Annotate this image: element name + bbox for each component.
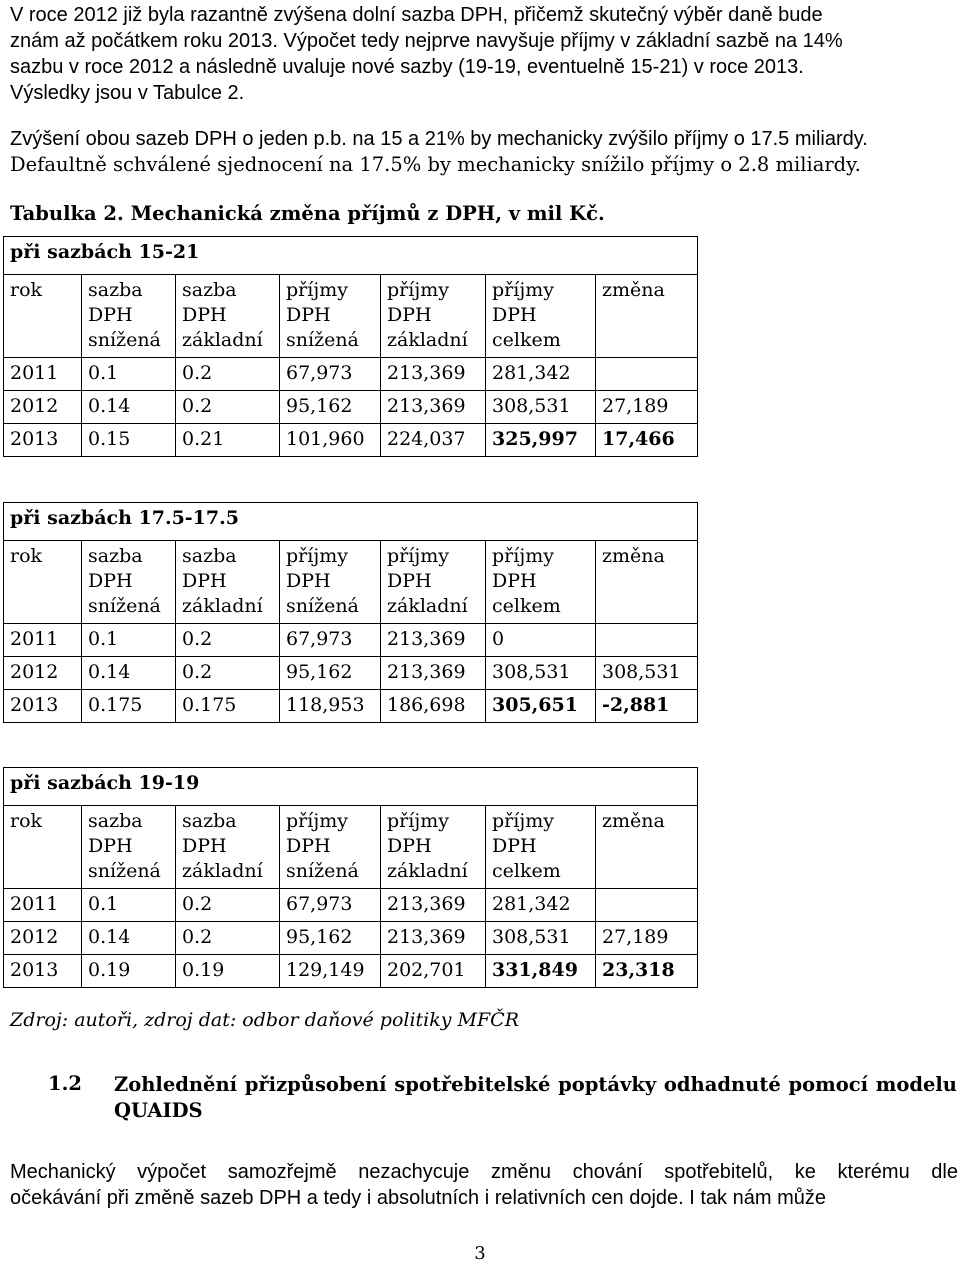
header-rok: rok xyxy=(4,541,82,624)
summary-paragraph xyxy=(10,126,958,178)
page-number: 3 xyxy=(474,1243,486,1264)
cell-sazba-zakladni: 0.2 xyxy=(176,889,280,922)
cell-rok: 2013 xyxy=(4,424,82,457)
cell-zmena: 23,318 xyxy=(596,955,698,988)
cell-zmena xyxy=(596,358,698,391)
header-prijmy-zakladni: příjmy DPH základní xyxy=(381,541,486,624)
section-title: při sazbách 19-19 xyxy=(4,768,698,806)
cell-prijmy-snizena: 101,960 xyxy=(280,424,381,457)
section-heading-number: 1.2 xyxy=(48,1072,82,1095)
source-note: Zdroj: autoři, zdroj dat: odbor daňové politiky MFČR xyxy=(10,1009,520,1031)
table-row xyxy=(4,889,698,922)
cell-prijmy-snizena: 67,973 xyxy=(280,358,381,391)
cell-rok: 2011 xyxy=(4,624,82,657)
cell-rok: 2012 xyxy=(4,657,82,690)
table-section-19-19 xyxy=(3,767,698,988)
cell-prijmy-snizena: 95,162 xyxy=(280,657,381,690)
cell-zmena xyxy=(596,624,698,657)
cell-prijmy-snizena: 95,162 xyxy=(280,922,381,955)
cell-prijmy-snizena: 118,953 xyxy=(280,690,381,723)
cell-prijmy-zakladni: 213,369 xyxy=(381,657,486,690)
header-prijmy-snizena: příjmy DPH snížená xyxy=(280,541,381,624)
table-header-row xyxy=(4,541,698,624)
cell-zmena: 308,531 xyxy=(596,657,698,690)
header-prijmy-zakladni: příjmy DPH základní xyxy=(381,806,486,889)
cell-prijmy-celkem: 308,531 xyxy=(486,391,596,424)
cell-sazba-zakladni: 0.2 xyxy=(176,624,280,657)
header-prijmy-snizena: příjmy DPH snížená xyxy=(280,275,381,358)
header-sazba-zakladni: sazba DPH základní xyxy=(176,275,280,358)
cell-sazba-snizena: 0.1 xyxy=(82,358,176,391)
closing-line-2: očekávání při změně sazeb DPH a tedy i absolutních i relativních cen dojde. I tak nám může xyxy=(10,1187,826,1209)
table-section-17-5 xyxy=(3,502,698,756)
cell-zmena: 27,189 xyxy=(596,922,698,955)
header-sazba-zakladni: sazba DPH základní xyxy=(176,541,280,624)
summary-line-1: Zvýšení obou sazeb DPH o jeden p.b. na 15 a 21% by mechanicky zvýšilo příjmy o 17.5 miliardy. xyxy=(10,128,868,150)
cell-rok: 2013 xyxy=(4,690,82,723)
cell-sazba-snizena: 0.19 xyxy=(82,955,176,988)
cell-prijmy-celkem: 331,849 xyxy=(486,955,596,988)
table-header-row xyxy=(4,806,698,889)
cell-prijmy-zakladni: 213,369 xyxy=(381,922,486,955)
section-title: při sazbách 15-21 xyxy=(4,237,698,275)
header-sazba-zakladni: sazba DPH základní xyxy=(176,806,280,889)
cell-sazba-zakladni: 0.175 xyxy=(176,690,280,723)
section-title: při sazbách 17.5-17.5 xyxy=(4,503,698,541)
cell-zmena: -2,881 xyxy=(596,690,698,723)
cell-rok: 2011 xyxy=(4,889,82,922)
cell-rok: 2011 xyxy=(4,358,82,391)
cell-zmena: 17,466 xyxy=(596,424,698,457)
header-sazba-snizena: sazba DPH snížená xyxy=(82,541,176,624)
header-prijmy-zakladni: příjmy DPH základní xyxy=(381,275,486,358)
table-row xyxy=(4,624,698,657)
cell-prijmy-celkem: 0 xyxy=(486,624,596,657)
cell-prijmy-celkem: 308,531 xyxy=(486,922,596,955)
cell-sazba-zakladni: 0.2 xyxy=(176,922,280,955)
cell-prijmy-zakladni: 213,369 xyxy=(381,391,486,424)
cell-sazba-zakladni: 0.2 xyxy=(176,358,280,391)
table-row xyxy=(4,690,698,723)
table-row xyxy=(4,922,698,955)
intro-line: znám až počátkem roku 2013. Výpočet tedy nejprve navyšuje příjmy v základní sazbě na 14% xyxy=(10,30,843,52)
cell-prijmy-zakladni: 213,369 xyxy=(381,358,486,391)
cell-sazba-zakladni: 0.19 xyxy=(176,955,280,988)
cell-prijmy-celkem: 325,997 xyxy=(486,424,596,457)
cell-sazba-snizena: 0.1 xyxy=(82,889,176,922)
table-header-row xyxy=(4,275,698,358)
table-section-15-21 xyxy=(3,236,698,490)
closing-line-1: Mechanický výpočet samozřejmě nezachycuje změnu chování spotřebitelů, ke kterému dle xyxy=(10,1161,958,1183)
cell-prijmy-celkem: 305,651 xyxy=(486,690,596,723)
cell-sazba-snizena: 0.1 xyxy=(82,624,176,657)
header-rok: rok xyxy=(4,806,82,889)
cell-sazba-zakladni: 0.2 xyxy=(176,391,280,424)
cell-prijmy-celkem: 281,342 xyxy=(486,889,596,922)
table-row xyxy=(4,391,698,424)
intro-paragraph xyxy=(10,2,958,106)
cell-sazba-snizena: 0.175 xyxy=(82,690,176,723)
header-prijmy-celkem: příjmy DPH celkem xyxy=(486,541,596,624)
cell-prijmy-zakladni: 186,698 xyxy=(381,690,486,723)
cell-prijmy-zakladni: 224,037 xyxy=(381,424,486,457)
header-prijmy-celkem: příjmy DPH celkem xyxy=(486,806,596,889)
table-spacer xyxy=(4,723,698,757)
cell-prijmy-celkem: 281,342 xyxy=(486,358,596,391)
header-sazba-snizena: sazba DPH snížená xyxy=(82,806,176,889)
header-zmena: změna xyxy=(596,806,698,889)
header-rok: rok xyxy=(4,275,82,358)
cell-prijmy-snizena: 95,162 xyxy=(280,391,381,424)
closing-paragraph xyxy=(10,1159,958,1211)
section-heading-text: Zohlednění přizpůsobení spotřebitelské poptávky odhadnuté pomocí modelu QUAIDS xyxy=(114,1073,957,1122)
cell-prijmy-snizena: 67,973 xyxy=(280,889,381,922)
header-zmena: změna xyxy=(596,541,698,624)
intro-line: Výsledky jsou v Tabulce 2. xyxy=(10,82,245,104)
summary-line-2: Defaultně schválené sjednocení na 17.5% by mechanicky snížilo příjmy o 2.8 miliardy. xyxy=(10,153,861,176)
intro-line: sazbu v roce 2012 a následně uvaluje nové sazby (19-19, eventuelně 15-21) v roce 2013. xyxy=(10,56,804,78)
cell-zmena: 27,189 xyxy=(596,391,698,424)
cell-prijmy-zakladni: 213,369 xyxy=(381,624,486,657)
cell-sazba-snizena: 0.14 xyxy=(82,922,176,955)
cell-sazba-snizena: 0.14 xyxy=(82,657,176,690)
cell-sazba-zakladni: 0.21 xyxy=(176,424,280,457)
table-row xyxy=(4,657,698,690)
cell-prijmy-celkem: 308,531 xyxy=(486,657,596,690)
header-prijmy-celkem: příjmy DPH celkem xyxy=(486,275,596,358)
table-row xyxy=(4,358,698,391)
table-spacer xyxy=(4,457,698,491)
cell-sazba-snizena: 0.14 xyxy=(82,391,176,424)
cell-prijmy-snizena: 67,973 xyxy=(280,624,381,657)
table-row xyxy=(4,424,698,457)
cell-sazba-snizena: 0.15 xyxy=(82,424,176,457)
intro-line: V roce 2012 již byla razantně zvýšena dolní sazba DPH, přičemž skutečný výběr daně bude xyxy=(10,4,823,26)
cell-rok: 2013 xyxy=(4,955,82,988)
cell-prijmy-snizena: 129,149 xyxy=(280,955,381,988)
table-title: Tabulka 2. Mechanická změna příjmů z DPH, v mil Kč. xyxy=(10,202,605,225)
header-zmena: změna xyxy=(596,275,698,358)
cell-zmena xyxy=(596,889,698,922)
cell-prijmy-zakladni: 202,701 xyxy=(381,955,486,988)
cell-rok: 2012 xyxy=(4,391,82,424)
cell-rok: 2012 xyxy=(4,922,82,955)
header-prijmy-snizena: příjmy DPH snížená xyxy=(280,806,381,889)
cell-prijmy-zakladni: 213,369 xyxy=(381,889,486,922)
cell-sazba-zakladni: 0.2 xyxy=(176,657,280,690)
header-sazba-snizena: sazba DPH snížená xyxy=(82,275,176,358)
table-row xyxy=(4,955,698,988)
